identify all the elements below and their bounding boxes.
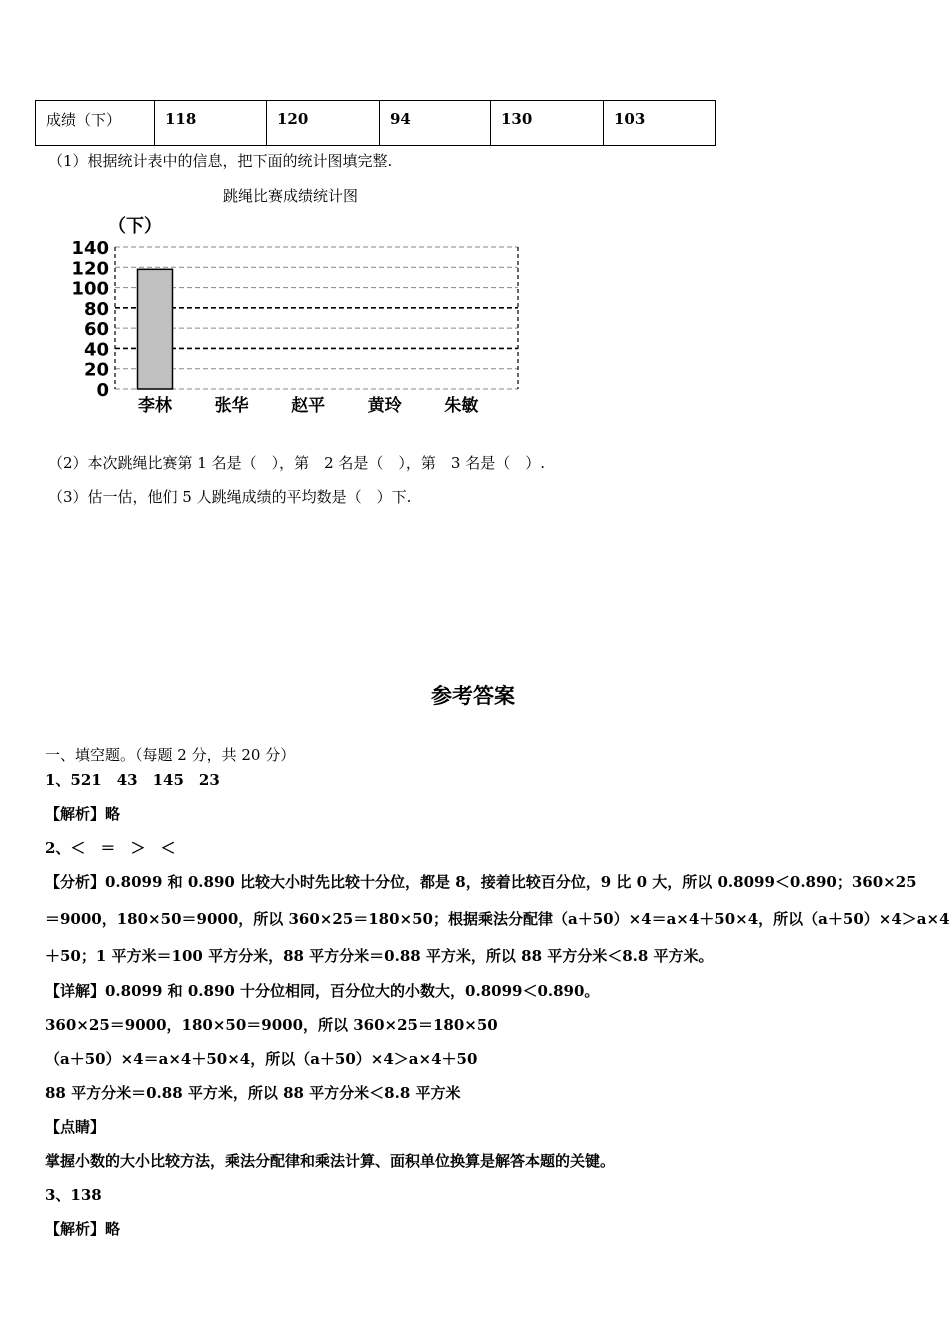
answer-2-tip-label: 【点睛】 — [45, 1118, 106, 1136]
x-category-label: 朱敏 — [444, 396, 479, 416]
answers-title: 参考答案 — [431, 683, 515, 708]
question-3: （3）估一估，他们 5 人跳绳成绩的平均数是（ ）下. — [48, 488, 412, 506]
answer-1-note: 【解析】略 — [45, 805, 121, 823]
bar-chart — [60, 205, 540, 420]
answer-2-detail: 【详解】0.8099 和 0.890 十分位相同，百分位大的小数大，0.8099＜0.890。 — [45, 982, 600, 1000]
y-tick-label: 80 — [83, 298, 109, 320]
bars — [138, 269, 173, 389]
y-tick-label: 60 — [83, 319, 109, 341]
bar — [138, 269, 173, 389]
table-cell: 130 — [491, 101, 604, 146]
y-tick-label: 140 — [71, 238, 109, 259]
question-1: （1）根据统计表中的信息，把下面的统计图填完整. — [48, 152, 393, 170]
grid-lines — [115, 247, 518, 389]
table-cell: 103 — [604, 101, 716, 146]
answer-2-tip: 掌握小数的大小比较方法，乘法分配律和乘法计算、面积单位换算是解答本题的关键。 — [45, 1152, 616, 1170]
x-category-labels — [138, 395, 478, 416]
answer-2-detail: 360×25＝9000，180×50＝9000，所以 360×25＝180×50 — [45, 1016, 498, 1034]
y-tick-label: 0 — [96, 380, 109, 401]
answer-3-note: 【解析】略 — [45, 1220, 121, 1238]
table-cell: 118 — [155, 101, 267, 146]
table-cell: 94 — [380, 101, 491, 146]
answer-2-analysis: ＝9000，180×50＝9000，所以 360×25＝180×50；根据乘法分配律（a＋50）×4＝a×4＋50×4，所以（a＋50）×4＞a×4 — [45, 910, 950, 928]
y-tick-labels — [71, 238, 109, 401]
table-cell: 120 — [267, 101, 380, 146]
x-category-label: 李林 — [138, 396, 172, 416]
y-axis-label: （下） — [108, 216, 162, 237]
y-tick-label: 120 — [71, 258, 109, 280]
row-label: 成绩（下） — [36, 101, 155, 146]
answer-2-detail: （a＋50）×4＝a×4＋50×4，所以（a＋50）×4＞a×4＋50 — [45, 1050, 478, 1068]
y-tick-label: 20 — [83, 359, 109, 381]
x-category-label: 赵平 — [291, 396, 326, 416]
score-table — [35, 100, 716, 146]
x-category-label: 张华 — [214, 396, 249, 416]
chart-title: 跳绳比赛成绩统计图 — [223, 187, 359, 205]
y-tick-label: 100 — [71, 278, 109, 300]
table-row — [36, 101, 716, 146]
answer-1: 1、521 43 145 23 — [45, 771, 220, 789]
answer-3: 3、138 — [45, 1186, 102, 1204]
y-tick-label: 40 — [83, 339, 109, 361]
section-heading: 一、填空题。（每题 2 分，共 20 分） — [45, 746, 296, 764]
x-category-label: 黄玲 — [367, 396, 402, 416]
answer-2-analysis: 【分析】0.8099 和 0.890 比较大小时先比较十分位，都是 8，接着比较百分位，9 比 0 大，所以 0.8099＜0.890；360×25 — [45, 873, 917, 891]
answer-2: 2、＜ ＝ ＞ ＜ — [45, 839, 176, 857]
answer-2-analysis: ＋50；1 平方米＝100 平方分米，88 平方分米＝0.88 平方米，所以 88 平方分米＜8.8 平方米。 — [45, 947, 714, 965]
question-2: （2）本次跳绳比赛第 1 名是（ ），第 2 名是（ ），第 3 名是（ ）. — [48, 454, 546, 472]
answer-2-detail: 88 平方分米＝0.88 平方米，所以 88 平方分米＜8.8 平方米 — [45, 1084, 461, 1102]
